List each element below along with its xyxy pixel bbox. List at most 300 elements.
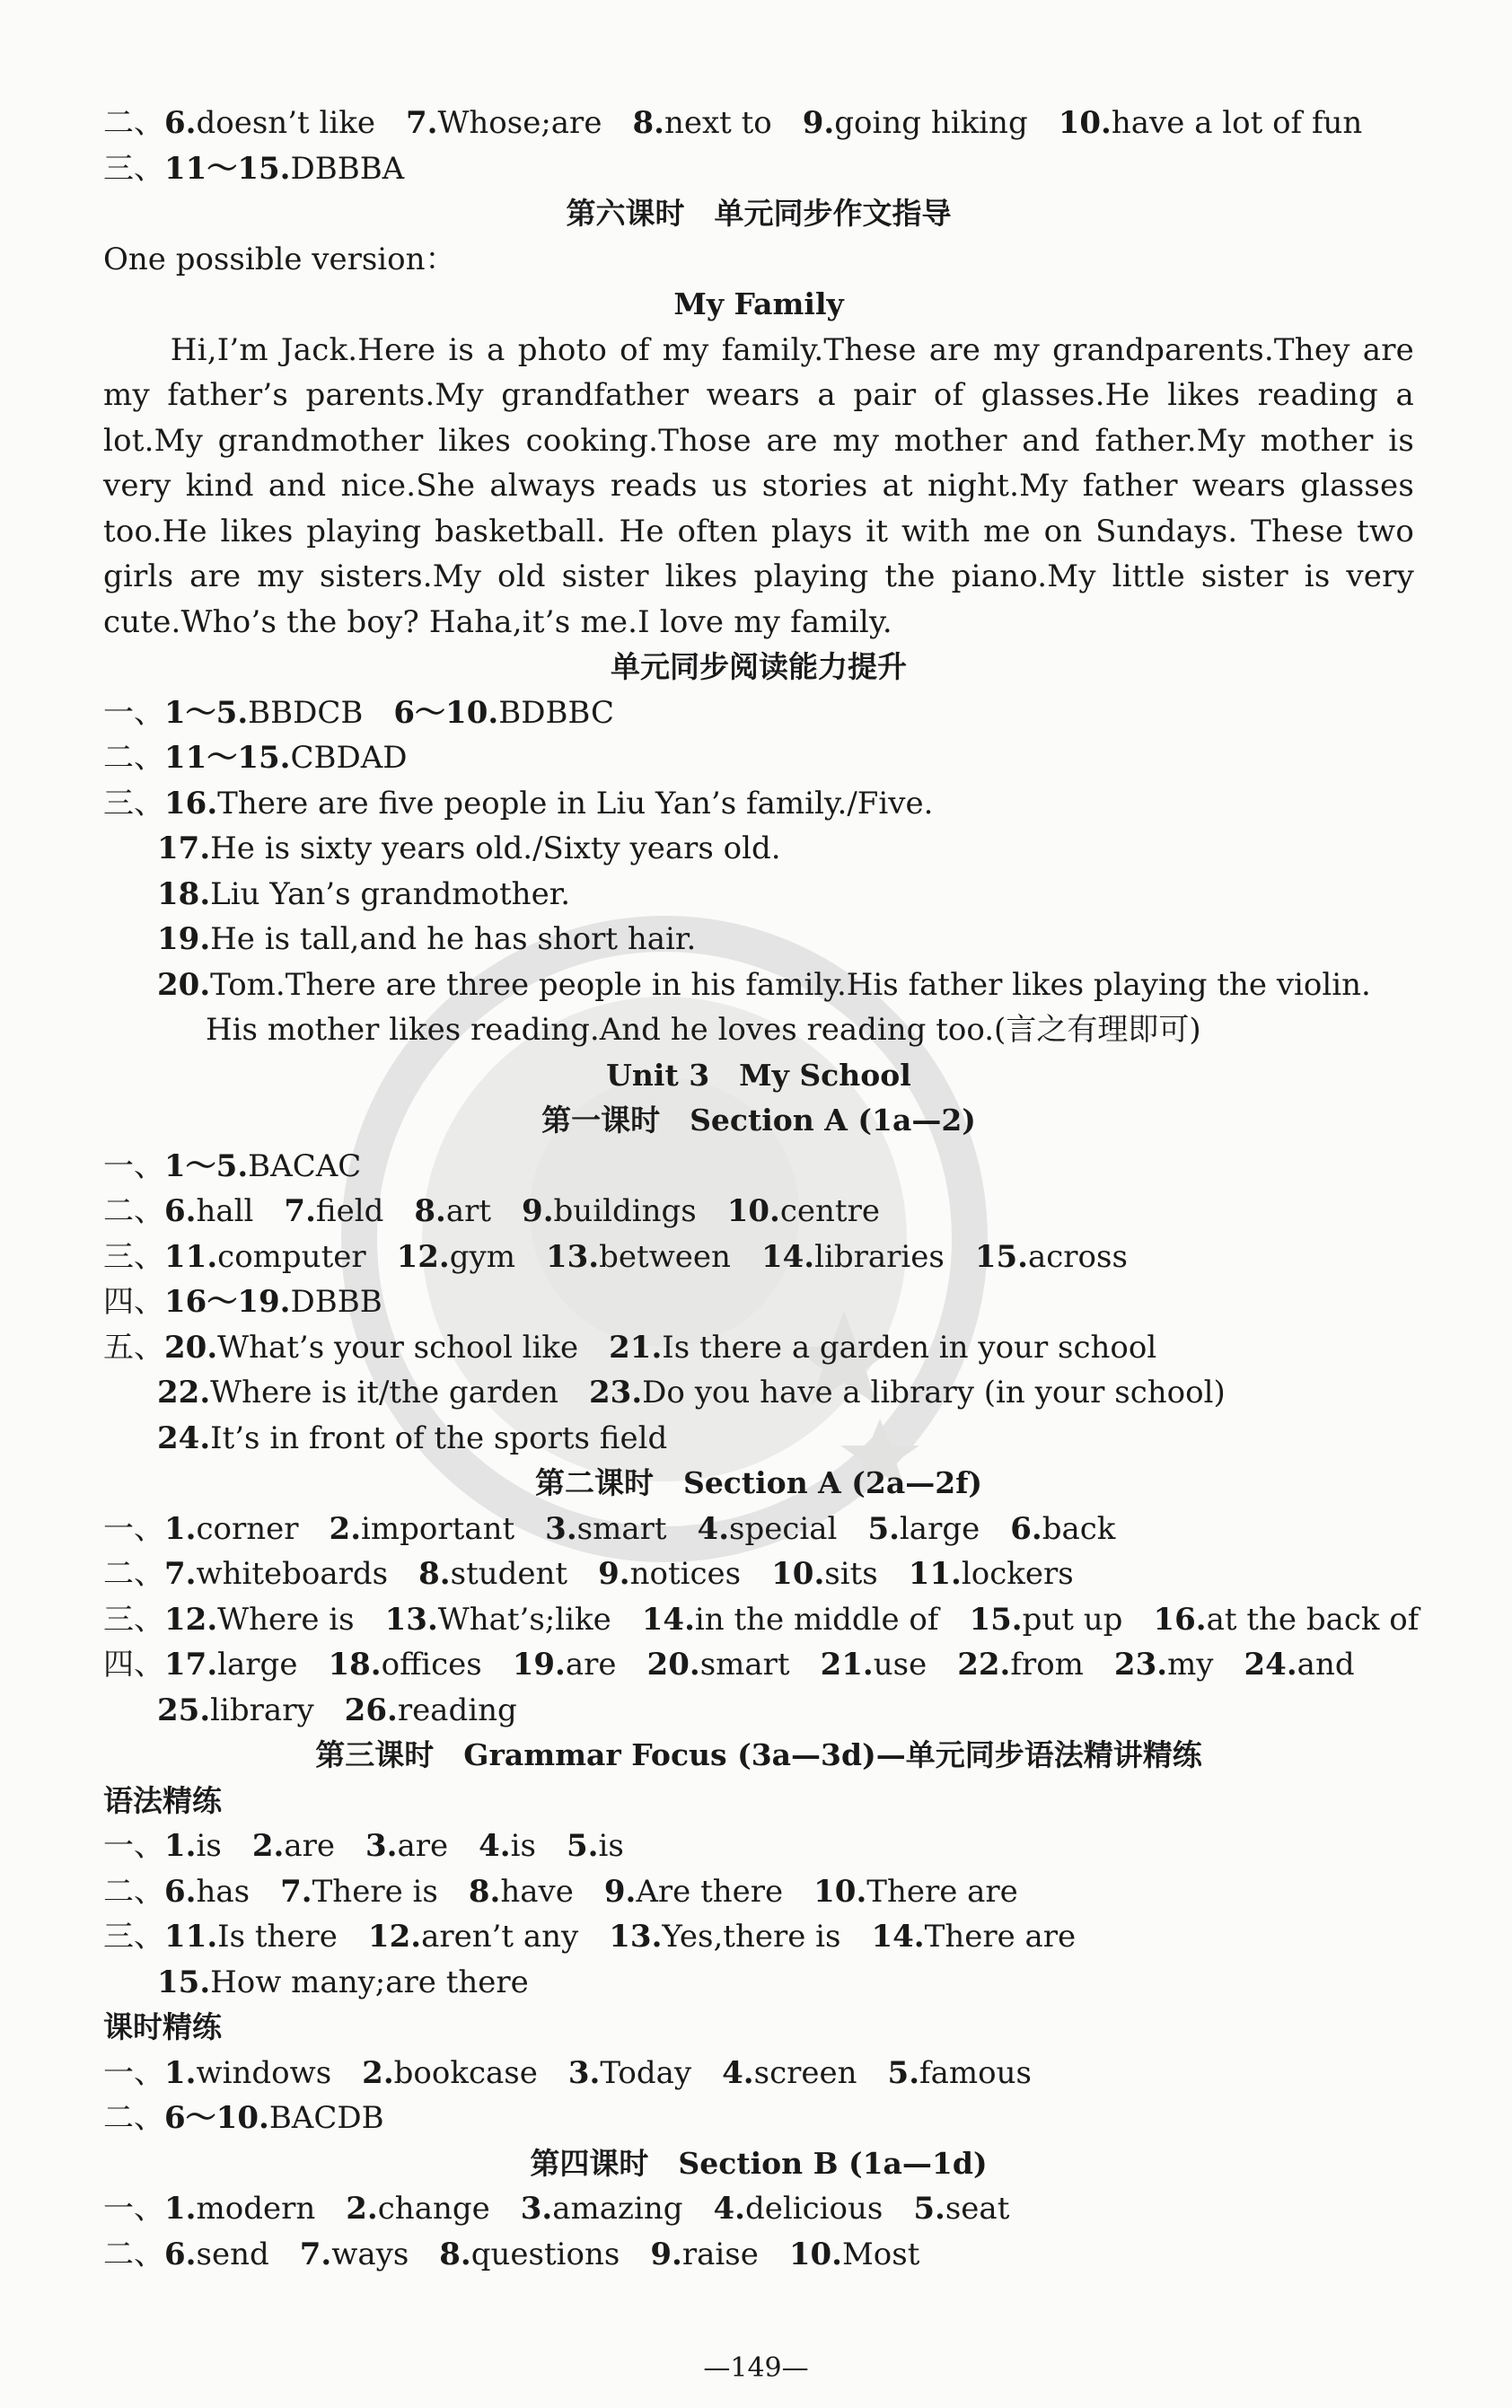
- answer-item: [157, 830, 781, 866]
- text-line: His mother likes reading.And he loves reading too.(言之有理即可): [206, 1012, 1201, 1048]
- question-number: 7.: [405, 105, 438, 141]
- answer-text: art: [445, 1193, 492, 1229]
- answer-text: It’s in front of the sports field: [210, 1419, 668, 1456]
- answer-text: aren’t any: [421, 1919, 579, 1955]
- answer-item: [362, 2055, 538, 2091]
- answer-line: [103, 1325, 1414, 1371]
- question-number: 20.: [164, 1329, 218, 1366]
- question-number: 11～15.: [164, 150, 291, 187]
- question-number: 17.: [157, 830, 211, 866]
- answer-text: is: [196, 1828, 222, 1864]
- question-number: 10.: [788, 2236, 842, 2272]
- question-number: 15.: [974, 1238, 1028, 1275]
- subsection-label: 课时精练: [103, 2009, 222, 2044]
- answer-item: [589, 1375, 1226, 1411]
- answer-item: [1010, 1511, 1115, 1547]
- answer-item: [284, 1193, 383, 1229]
- answer-line: [103, 101, 1414, 146]
- answer-text: There are: [866, 1873, 1018, 1910]
- answer-text: Where is it/the garden: [210, 1375, 558, 1411]
- question-number: 9.: [522, 1193, 554, 1229]
- answer-text: He is sixty years old./Sixty years old.: [210, 830, 781, 866]
- question-number: 15.: [157, 1964, 211, 2000]
- answer-item: [164, 1874, 250, 1910]
- answer-text: There are five people in Liu Yan’s family./Five.: [217, 785, 934, 822]
- question-number: 7.: [299, 2236, 332, 2272]
- question-number: 8.: [468, 1873, 501, 1910]
- answer-item: [157, 1420, 667, 1456]
- answer-line: [103, 1597, 1420, 1643]
- answer-text: BACAC: [248, 1147, 362, 1184]
- answer-item: [345, 1692, 517, 1728]
- question-number: 8.: [632, 105, 664, 141]
- answer-text: use: [873, 1647, 927, 1683]
- question-number: 12.: [164, 1601, 218, 1638]
- answer-text: raise: [681, 2236, 759, 2272]
- answer-item: [252, 1828, 335, 1864]
- question-number: 6.: [164, 1873, 197, 1910]
- answer-item: [164, 1511, 299, 1547]
- answer-text: large: [217, 1647, 298, 1683]
- question-number: 16.: [164, 785, 218, 822]
- question-number: 6.: [164, 105, 197, 141]
- question-number: 24.: [157, 1419, 211, 1456]
- answer-item: [164, 1330, 578, 1366]
- question-number: 19.: [157, 921, 211, 957]
- question-number: 11～15.: [164, 740, 291, 776]
- answer-line: [103, 735, 1414, 781]
- question-number: 26.: [344, 1692, 398, 1728]
- answer-text: windows: [196, 2054, 332, 2091]
- answer-text: Most: [841, 2236, 920, 2272]
- section-heading: 第六课时 单元同步作文指导: [566, 196, 952, 231]
- question-number: 5.: [566, 1828, 599, 1864]
- question-group-prefix: 二、: [103, 740, 164, 776]
- question-number: 6.: [1010, 1510, 1042, 1547]
- answer-text: ways: [331, 2236, 409, 2272]
- question-number: 20.: [157, 966, 211, 1003]
- answer-text: from: [1010, 1647, 1084, 1683]
- answer-item: [567, 1828, 624, 1864]
- answer-item: [821, 1647, 927, 1683]
- answer-item: [328, 1647, 481, 1683]
- question-number: 23.: [1113, 1647, 1168, 1683]
- answer-item: [157, 876, 570, 912]
- question-number: 23.: [589, 1375, 643, 1411]
- answer-text: have: [500, 1873, 574, 1910]
- question-number: 14.: [871, 1919, 925, 1955]
- answer-item: [346, 2191, 490, 2227]
- question-number: 3.: [567, 2054, 601, 2091]
- question-group-prefix: 三、: [103, 1601, 164, 1638]
- section-heading: My Family: [673, 286, 844, 321]
- answer-item: [888, 2055, 1032, 2091]
- question-number: 4.: [479, 1828, 511, 1864]
- answer-text: smart: [699, 1647, 790, 1683]
- answer-item: [698, 1511, 838, 1547]
- answer-item: [609, 1330, 1156, 1366]
- answer-line: [103, 1507, 1414, 1552]
- answer-item: [469, 1874, 574, 1910]
- question-number: 3.: [545, 1510, 577, 1547]
- question-number: 21.: [609, 1329, 663, 1366]
- answer-text: DBBB: [290, 1284, 382, 1320]
- answer-text: notices: [629, 1556, 742, 1592]
- answer-line: [103, 917, 1414, 962]
- answer-text: across: [1027, 1238, 1128, 1275]
- answer-line: [103, 146, 1414, 192]
- answer-text: BACDB: [268, 2100, 384, 2136]
- answer-item: [642, 1602, 939, 1638]
- answer-item: [909, 1556, 1074, 1592]
- answer-text: my: [1167, 1647, 1214, 1683]
- page-number: —149—: [703, 2352, 809, 2384]
- answer-text: Is there a garden in your school: [662, 1329, 1157, 1366]
- answer-item: [1244, 1647, 1355, 1683]
- answer-item: [164, 1556, 388, 1592]
- answer-text: back: [1042, 1510, 1116, 1547]
- answer-text: and: [1297, 1647, 1355, 1683]
- answer-text: reading: [397, 1692, 517, 1728]
- answer-item: [789, 2237, 920, 2272]
- answer-item: [913, 2191, 1009, 2227]
- answer-item: [164, 695, 363, 731]
- question-number: 13.: [609, 1919, 663, 1955]
- answer-line: [103, 1279, 1414, 1325]
- answer-item: [969, 1602, 1122, 1638]
- answer-line: [103, 1235, 1414, 1280]
- answer-text: special: [729, 1510, 838, 1547]
- question-group-prefix: 二、: [103, 105, 164, 141]
- question-number: 5.: [887, 2054, 920, 2091]
- answer-item: [164, 2191, 315, 2227]
- question-number: 10.: [1058, 105, 1112, 141]
- answer-line: [103, 962, 1414, 1008]
- answer-text: offices: [381, 1647, 482, 1683]
- answer-item: [867, 1511, 980, 1547]
- answer-line: [103, 2096, 1414, 2141]
- section-heading: 第四课时 Section B (1a—1d): [530, 2145, 988, 2181]
- answer-text: sits: [824, 1556, 878, 1592]
- answer-text: is: [598, 1828, 624, 1864]
- answer-item: [385, 1602, 611, 1638]
- question-group-prefix: 三、: [103, 785, 164, 822]
- answer-item: [157, 967, 1371, 1003]
- question-group-prefix: 五、: [103, 1329, 164, 1366]
- answer-line: [103, 781, 1414, 827]
- question-number: 4.: [722, 2054, 754, 2091]
- answer-item: [727, 1193, 880, 1229]
- answer-text: Where is: [217, 1601, 355, 1638]
- question-number: 7.: [284, 1193, 316, 1229]
- answer-text: computer: [217, 1238, 366, 1275]
- question-number: 18.: [328, 1647, 382, 1683]
- answer-item: [157, 1692, 314, 1728]
- question-group-prefix: 二、: [103, 2100, 164, 2136]
- answer-text: Whose;are: [437, 105, 602, 141]
- answer-item: [632, 105, 771, 141]
- answer-line: [103, 2232, 1414, 2278]
- answer-item: [164, 2100, 384, 2136]
- answer-item: [157, 1375, 558, 1411]
- question-group-prefix: 三、: [103, 1238, 164, 1275]
- answer-item: [713, 2191, 883, 2227]
- section-heading: 第三课时 Grammar Focus (3a—3d)—单元同步语法精讲精练: [315, 1737, 1202, 1772]
- question-number: 9.: [650, 2236, 682, 2272]
- subsection-label: 语法精练: [103, 1782, 222, 1818]
- answer-text: modern: [196, 2191, 316, 2227]
- answer-text: doesn’t like: [196, 105, 375, 141]
- question-number: 24.: [1244, 1647, 1297, 1683]
- question-number: 6.: [164, 2236, 197, 2272]
- question-number: 9.: [802, 105, 835, 141]
- answer-item: [604, 1874, 783, 1910]
- question-number: 2.: [346, 2191, 378, 2227]
- essay-body: [103, 328, 1414, 646]
- answer-text: next to: [664, 105, 772, 141]
- answer-item: [975, 1239, 1128, 1275]
- answer-text: seat: [945, 2191, 1010, 2227]
- answer-text: send: [196, 2236, 269, 2272]
- question-number: 8.: [418, 1556, 451, 1592]
- answer-item: [598, 1556, 741, 1592]
- answer-item: [164, 151, 404, 187]
- answer-line: [103, 1824, 1414, 1869]
- question-number: 12.: [396, 1238, 450, 1275]
- question-number: 14.: [641, 1601, 695, 1638]
- answer-item: [300, 2237, 409, 2272]
- answer-item: [722, 2055, 857, 2091]
- question-number: 12.: [367, 1919, 422, 1955]
- answer-text: student: [450, 1556, 568, 1592]
- answer-text: are: [284, 1828, 335, 1864]
- answer-text: buildings: [553, 1193, 697, 1229]
- answer-text: between: [599, 1238, 731, 1275]
- section-heading: 第一课时 Section A (1a—2): [541, 1103, 976, 1138]
- answer-text: He is tall,and he has short hair.: [210, 921, 697, 957]
- answer-item: [365, 1828, 448, 1864]
- answer-item: [368, 1919, 578, 1955]
- section-heading: 单元同步阅读能力提升: [611, 649, 907, 684]
- question-number: 7.: [280, 1873, 312, 1910]
- question-group-prefix: 一、: [103, 2054, 164, 2091]
- answer-item: [397, 1239, 515, 1275]
- answer-item: [164, 1193, 253, 1229]
- answer-item: [164, 1239, 366, 1275]
- answer-text: smart: [576, 1510, 667, 1547]
- question-group-prefix: 四、: [103, 1284, 164, 1320]
- question-number: 16.: [1153, 1601, 1207, 1638]
- question-number: 8.: [439, 2236, 471, 2272]
- question-number: 7.: [164, 1556, 197, 1592]
- answer-item: [957, 1647, 1084, 1683]
- question-number: 13.: [545, 1238, 600, 1275]
- question-number: 1～5.: [164, 694, 249, 731]
- question-number: 25.: [157, 1692, 211, 1728]
- answer-text: hall: [196, 1193, 254, 1229]
- question-group-prefix: 一、: [103, 694, 164, 731]
- answer-text: delicious: [744, 2191, 883, 2227]
- question-number: 19.: [512, 1647, 566, 1683]
- essay-paragraph: Hi,I’m Jack.Here is a photo of my family.These are my grandparents.They are my father’s parents.My grandfather wears a pair of glasses.He likes reading a lot.My grandmother likes cooking.Those are my mother and father.My mother is very kind and nice.She always reads us stories at night.My father wears glasses too.He likes playing basketball. He often plays it with me on Sundays. These two girls are my sisters.My old sister likes playing the piano.My little sister is very cute.Who’s the boy? Haha,it’s me.I love my family.: [103, 331, 1414, 640]
- answer-item: [647, 1647, 790, 1683]
- answer-text: centre: [779, 1193, 880, 1229]
- question-number: 4.: [713, 2191, 745, 2227]
- answer-item: [1153, 1602, 1419, 1638]
- answer-item: [771, 1556, 878, 1592]
- answer-item: [418, 1556, 567, 1592]
- answer-text: Tom.There are three people in his family.His father likes playing the violin.: [210, 966, 1371, 1003]
- question-number: 11.: [164, 1238, 218, 1275]
- question-number: 11.: [908, 1556, 962, 1592]
- answer-text: have a lot of fun: [1111, 105, 1363, 141]
- answer-text: has: [196, 1873, 251, 1910]
- answer-text: There are: [924, 1919, 1077, 1955]
- answer-item: [164, 1602, 355, 1638]
- answer-line: [103, 690, 1414, 736]
- answer-line: [103, 1189, 1414, 1235]
- question-number: 10.: [726, 1193, 780, 1229]
- answer-text: What’s your school like: [217, 1329, 579, 1366]
- answer-line: [103, 2051, 1414, 2096]
- answer-item: [813, 1874, 1018, 1910]
- question-number: 1.: [164, 2191, 197, 2227]
- answer-item: [545, 1511, 666, 1547]
- question-number: 5.: [867, 1510, 900, 1547]
- answer-item: [439, 2237, 620, 2272]
- question-number: 2.: [329, 1510, 362, 1547]
- answer-item: [521, 2191, 683, 2227]
- answer-text: at the back of: [1206, 1601, 1420, 1638]
- question-number: 17.: [164, 1647, 218, 1683]
- answer-text: BDBBC: [498, 694, 615, 731]
- answer-line: [103, 1551, 1414, 1597]
- section-heading: Unit 3 My School: [606, 1057, 911, 1093]
- answer-item: [164, 2237, 269, 2272]
- answer-text: Yes,there is: [662, 1919, 841, 1955]
- question-number: 14.: [760, 1238, 815, 1275]
- answer-item: [546, 1239, 731, 1275]
- answer-text: bookcase: [393, 2054, 538, 2091]
- answer-text: Is there: [217, 1919, 338, 1955]
- answer-text: libraries: [814, 1238, 945, 1275]
- question-number: 1～5.: [164, 1147, 249, 1184]
- answer-item: [164, 1284, 382, 1320]
- answer-item: [1114, 1647, 1214, 1683]
- answer-text: gym: [449, 1238, 515, 1275]
- question-number: 18.: [157, 875, 211, 912]
- question-number: 20.: [646, 1647, 700, 1683]
- answer-item: [164, 2055, 331, 2091]
- answer-item: [164, 740, 408, 776]
- answer-text: Do you have a library (in your school): [642, 1375, 1226, 1411]
- question-group-prefix: 二、: [103, 1873, 164, 1910]
- answer-line: [103, 826, 1414, 872]
- answer-line: [103, 1914, 1414, 1960]
- answer-text: large: [899, 1510, 980, 1547]
- answer-item: [164, 1148, 361, 1184]
- answer-line: [103, 1960, 1414, 2006]
- question-group-prefix: 一、: [103, 1510, 164, 1547]
- answer-text: are: [565, 1647, 617, 1683]
- question-group-prefix: 一、: [103, 1828, 164, 1864]
- question-number: 6～10.: [164, 2100, 269, 2136]
- section-heading: 第二课时 Section A (2a—2f): [534, 1465, 982, 1500]
- answer-line: [103, 872, 1414, 918]
- answer-item: [164, 786, 933, 822]
- answer-item: [414, 1193, 491, 1229]
- question-number: 4.: [697, 1510, 730, 1547]
- answer-item: [406, 105, 602, 141]
- question-number: 15.: [969, 1601, 1023, 1638]
- answer-text: field: [315, 1193, 384, 1229]
- answer-line: [103, 1688, 1414, 1734]
- question-group-prefix: 三、: [103, 150, 164, 187]
- question-number: 6～10.: [393, 694, 499, 731]
- answer-text: going hiking: [834, 105, 1028, 141]
- answer-item: [609, 1919, 840, 1955]
- answer-line: [103, 1370, 1414, 1416]
- question-number: 22.: [957, 1647, 1011, 1683]
- answer-text: is: [510, 1828, 536, 1864]
- answer-item: [479, 1828, 536, 1864]
- answer-text: screen: [753, 2054, 857, 2091]
- question-group-prefix: 一、: [103, 1147, 164, 1184]
- answer-item: [164, 1919, 338, 1955]
- answer-item: [393, 695, 614, 731]
- question-number: 11.: [164, 1919, 218, 1955]
- answer-text: DBBBA: [290, 150, 405, 187]
- question-number: 2.: [362, 2054, 394, 2091]
- answer-item: [280, 1874, 438, 1910]
- question-number: 10.: [813, 1873, 867, 1910]
- answer-item: [803, 105, 1028, 141]
- answer-text: library: [210, 1692, 314, 1728]
- question-number: 10.: [771, 1556, 825, 1592]
- answer-item: [330, 1511, 515, 1547]
- question-number: 5.: [913, 2191, 945, 2227]
- question-group-prefix: 二、: [103, 2236, 164, 2272]
- answer-text: BBDCB: [248, 694, 364, 731]
- question-number: 9.: [603, 1873, 637, 1910]
- answer-text: Today: [600, 2054, 692, 2091]
- question-number: 21.: [820, 1647, 874, 1683]
- answer-text: important: [361, 1510, 515, 1547]
- question-group-prefix: 二、: [103, 1556, 164, 1592]
- answer-item: [164, 1828, 222, 1864]
- answer-text: in the middle of: [694, 1601, 939, 1638]
- answer-item: [157, 921, 696, 957]
- answer-item: [522, 1193, 697, 1229]
- question-number: 1.: [164, 1828, 197, 1864]
- answer-text: famous: [919, 2054, 1032, 2091]
- question-group-prefix: 四、: [103, 1647, 164, 1683]
- question-number: 9.: [598, 1556, 630, 1592]
- answer-item: [164, 1647, 297, 1683]
- answer-text: How many;are there: [210, 1964, 529, 2000]
- answer-item: [568, 2055, 691, 2091]
- answer-text: whiteboards: [196, 1556, 389, 1592]
- question-group-prefix: 一、: [103, 2191, 164, 2227]
- answer-text: corner: [196, 1510, 299, 1547]
- answer-text: Are there: [636, 1873, 784, 1910]
- question-group-prefix: 二、: [103, 1193, 164, 1229]
- answer-text: CBDAD: [290, 740, 408, 776]
- answer-text: Liu Yan’s grandmother.: [210, 875, 571, 912]
- answer-text: are: [397, 1828, 449, 1864]
- answer-text: questions: [470, 2236, 620, 2272]
- answer-line: [103, 2186, 1414, 2232]
